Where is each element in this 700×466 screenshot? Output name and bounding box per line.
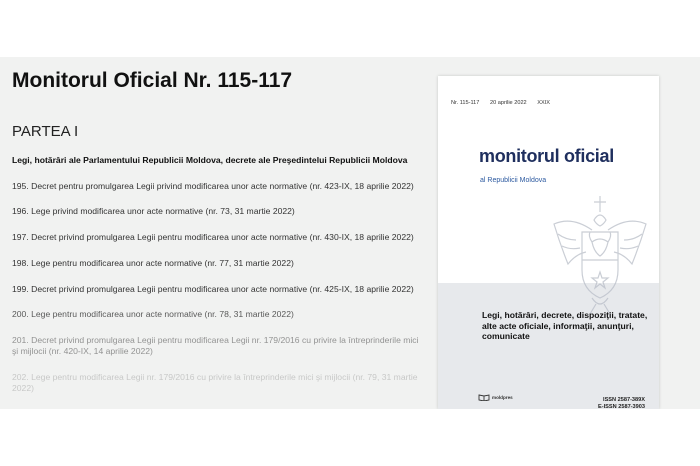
cover-issn — [598, 397, 645, 409]
act-item[interactable]: 202. Lege pentru modificarea Legii nr. 179/2016 cu privire la întreprinderile mici şi mijlocii (nr. 79, 31 martie 2022) — [12, 372, 418, 393]
act-item[interactable]: 195. Decret pentru promulgarea Legii privind modificarea unor acte normative (nr. 423-IX, 18 aprilie 2022) — [12, 181, 414, 191]
act-item[interactable]: 196. Lege privind modificarea unor acte normative (nr. 73, 31 martie 2022) — [12, 206, 295, 216]
act-item[interactable]: 201. Decret privind promulgarea Legii pentru modificarea Legii nr. 179/2016 cu privire la întreprinderile mici şi mijlocii (nr. 420-IX, 14 aprilie 2022) — [12, 335, 419, 356]
part-heading: PARTEA I — [12, 123, 79, 140]
coat-of-arms-icon — [546, 194, 654, 316]
cover-issue-date: 20 aprilie 2022 — [489, 100, 527, 106]
cover-issue-meta — [451, 100, 559, 106]
cover-brand: monitorul oficial — [479, 146, 614, 166]
act-item[interactable]: 198. Lege pentru modificarea unor acte normative (nr. 77, 31 martie 2022) — [12, 258, 294, 268]
issn-electronic: E-ISSN 2587-3903 — [598, 404, 645, 409]
cover-description: Legi, hotărâri, decrete, dispoziţii, tratate, alte acte oficiale, informaţii, anunţuri, comunicate — [482, 310, 648, 342]
book-icon — [478, 394, 490, 401]
cover-publisher — [478, 394, 513, 401]
magazine-cover[interactable] — [438, 76, 659, 409]
cover-issue-year: XXIX — [537, 100, 550, 106]
section-heading: Legi, hotărâri ale Parlamentului Republicii Moldova, decrete ale Preşedintelui Republicii Moldova — [12, 155, 408, 165]
publisher-name: moldpres — [492, 395, 513, 400]
act-item[interactable]: 197. Decret privind promulgarea Legii pentru modificarea unor acte normative (nr. 430-IX, 18 aprilie 2022) — [12, 232, 414, 242]
cover-issue-number: Nr. 115-117 — [451, 100, 480, 106]
act-item[interactable]: 200. Lege pentru modificarea unor acte normative (nr. 78, 31 martie 2022) — [12, 309, 294, 319]
cover-brand-subtitle: al Republicii Moldova — [480, 177, 547, 184]
issn-print: ISSN 2587-389X — [603, 397, 645, 403]
page-title: Monitorul Oficial Nr. 115-117 — [12, 69, 293, 92]
content-area — [0, 57, 700, 409]
act-item[interactable]: 199. Decret privind promulgarea Legii pentru modificarea unor acte normative (nr. 425-IX, 18 aprilie 2022) — [12, 284, 414, 294]
